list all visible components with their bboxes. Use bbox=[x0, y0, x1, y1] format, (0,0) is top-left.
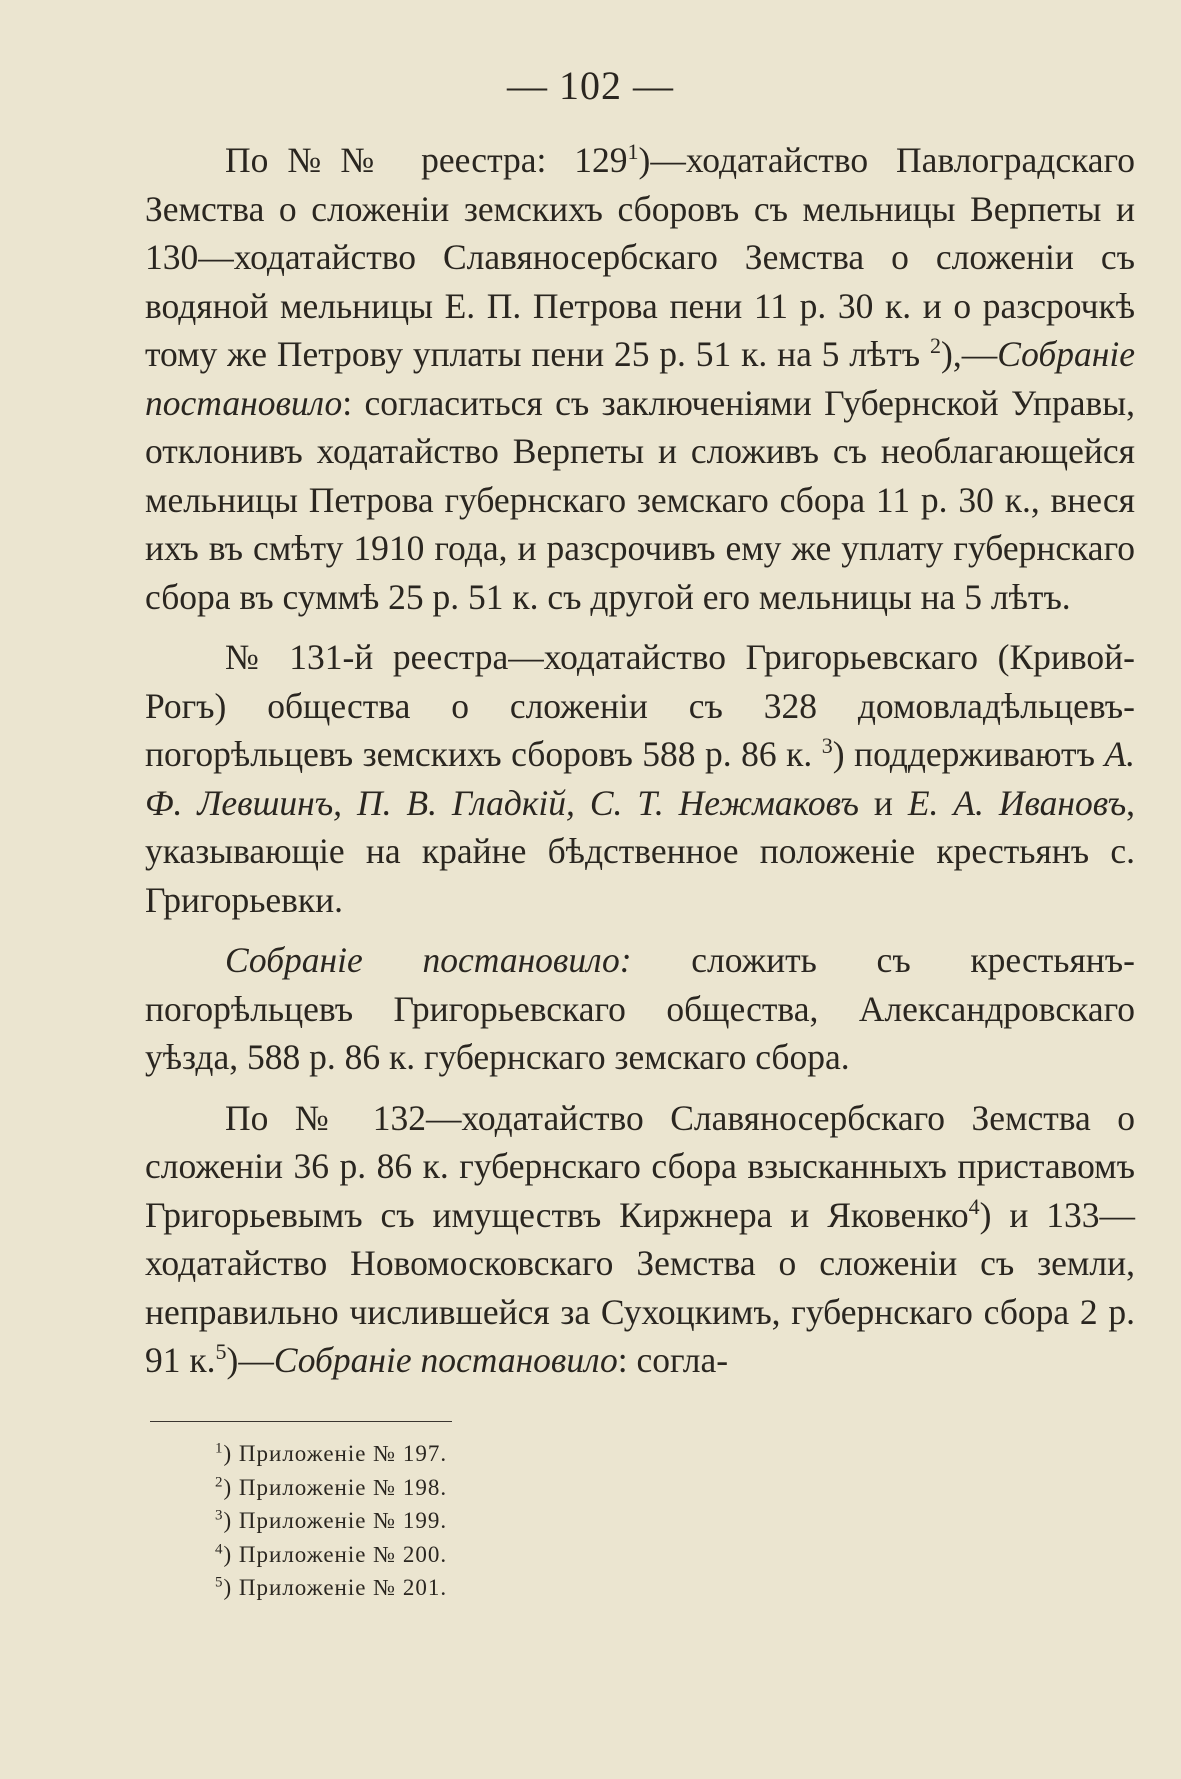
footnote-separator bbox=[150, 1421, 452, 1422]
footnote bbox=[215, 1437, 447, 1471]
paragraph bbox=[145, 1094, 1135, 1385]
emphasis-text: Собранiе постановило bbox=[145, 334, 1135, 423]
emphasis-text: Собранiе постановило bbox=[273, 1340, 618, 1380]
text-run: № 131-й реестра—ходатайство Григорьевскаго (Кривой-Рогъ) общества о сложенiи съ 328 домовладѣльцевъ-погорѣльцевъ земскихъ сборовъ 588 р. 86 к. bbox=[145, 637, 1135, 774]
text-run: : согласиться съ заключенiями Губернской Управы, отклонивъ ходатайство Верпеты и сложивъ съ необлагающейся мельницы Петрова губернскаго земскаго сбора 11 р. 30 к., внеся ихъ въ смѣту 1910 года, и разсрочивъ ему же уплату губернскаго сбора въ суммѣ 25 р. 51 к. съ другой его мельницы на 5 лѣтъ. bbox=[145, 382, 1135, 617]
footnote-marker bbox=[215, 1441, 224, 1466]
footnote-number: 3 bbox=[215, 1507, 224, 1524]
footnote bbox=[215, 1571, 447, 1605]
footnote-ref: 4 bbox=[968, 1193, 980, 1219]
paragraph bbox=[145, 633, 1135, 924]
text-run: и bbox=[858, 782, 908, 823]
text-run: , указывающiе на крайне бѣдственное положенiе крестьянъ с. Григорьевки. bbox=[145, 782, 1136, 920]
footnote-number: 4 bbox=[215, 1540, 224, 1557]
footnote-ref: 5 bbox=[215, 1339, 227, 1365]
footnote-text: ) Приложенiе № 198. bbox=[223, 1474, 448, 1500]
footnote bbox=[215, 1538, 447, 1572]
text-run: сложить съ крестьянъ-погорѣльцевъ Григорьевскаго общества, Александровскаго уѣзда, 588 р. 86 к. губернскаго земскаго сбора. bbox=[145, 940, 1135, 1077]
paragraph bbox=[145, 936, 1135, 1082]
paragraph bbox=[145, 136, 1135, 621]
footnote-marker bbox=[215, 1542, 224, 1567]
emphasis-text: А. Ф. Левшинъ, П. В. Гладкiй, С. Т. Нежмаковъ bbox=[145, 734, 1135, 823]
footnotes bbox=[215, 1437, 447, 1605]
emphasis-text: Е. А. Ивановъ bbox=[907, 782, 1127, 823]
footnote-text: ) Приложенiе № 197. bbox=[223, 1441, 448, 1466]
text-run: ) поддерживаютъ bbox=[832, 734, 1105, 774]
text-run: )—ходатайство Павлоградскаго Земства о сложенiи земскихъ сборовъ съ мельницы Верпеты и 130—ходатайство Славяносербскаго Земства о сложенiи съ водяной мельницы Е. П. Петрова пени 11 р. 30 к. и о разсрочкѣ тому же Петрову уплаты пени 25 р. 51 к. на 5 лѣтъ bbox=[145, 140, 1135, 374]
footnote-ref: 2 bbox=[930, 333, 941, 359]
footnote-number: 5 bbox=[215, 1574, 224, 1591]
page-number: — 102 — bbox=[507, 63, 674, 108]
text-run: ) и 133—ходатайство Новомосковскаго Земства о сложенiи съ земли, неправильно числившейся за Сухоцкимъ, губернскаго сбора 2 р. 91 к. bbox=[145, 1194, 1135, 1380]
footnote-text: ) Приложенiе № 199. bbox=[223, 1508, 448, 1533]
footnote-number: 2 bbox=[215, 1473, 224, 1490]
footnote-ref: 3 bbox=[821, 733, 833, 759]
footnote bbox=[215, 1471, 447, 1505]
emphasis-text: Собранiе постановило: bbox=[225, 940, 632, 980]
footnote-text: ) Приложенiе № 200. bbox=[223, 1541, 448, 1567]
text-run: По № 132—ходатайство Славяносербскаго Земства о сложенiи 36 р. 86 к. губернскаго сбора взысканныхъ приставомъ Григорьевымъ съ имуществъ Киржнера и Яковенко bbox=[145, 1097, 1135, 1235]
footnote bbox=[215, 1504, 447, 1538]
footnote-ref: 1 bbox=[627, 139, 639, 165]
text-run: )— bbox=[226, 1340, 274, 1380]
footnote-marker bbox=[215, 1575, 224, 1600]
body-text bbox=[145, 136, 1135, 1397]
footnote-marker bbox=[215, 1475, 224, 1500]
footnote-text: ) Приложенiе № 201. bbox=[223, 1575, 448, 1600]
footnote-marker bbox=[215, 1508, 224, 1533]
footnote-number: 1 bbox=[215, 1440, 224, 1457]
text-run: : согла- bbox=[617, 1340, 729, 1380]
text-run: ),— bbox=[941, 334, 998, 374]
text-run: По№№ реестра: 129 bbox=[225, 140, 628, 180]
